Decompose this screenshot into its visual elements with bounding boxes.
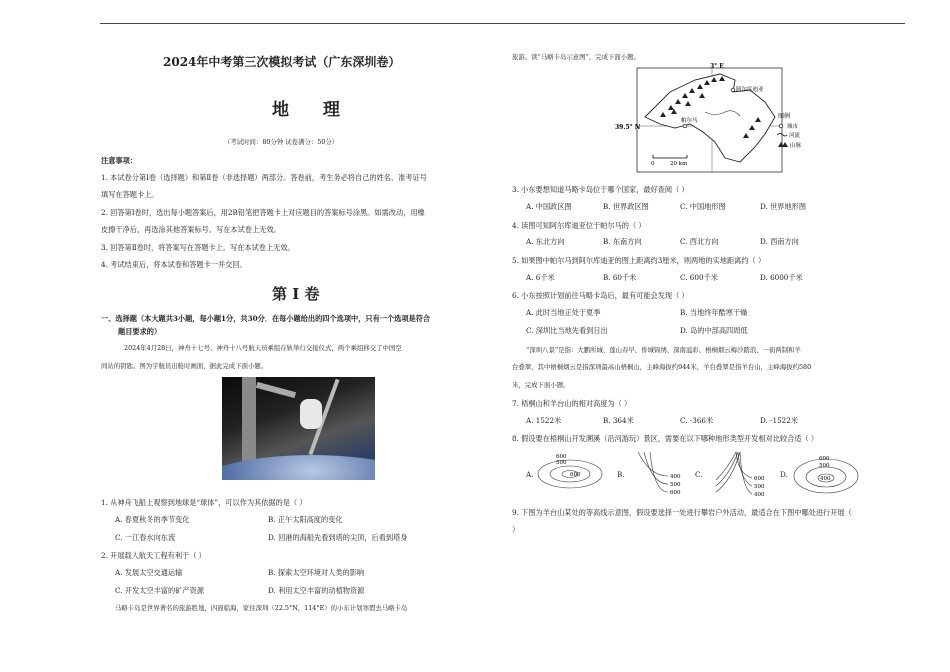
- svg-text:500: 500: [819, 463, 830, 469]
- option[interactable]: C. 深圳比当地先看到日出: [526, 326, 608, 335]
- option[interactable]: A. 春夏秋冬的季节变化: [115, 515, 190, 524]
- question-3: 3. 小东要想知道马略卡岛位于哪个国家，最好查阅（ ）: [512, 185, 689, 194]
- option[interactable]: D. 世界地形图: [760, 202, 807, 211]
- legend-title: 图例: [778, 113, 791, 120]
- top-rule: [100, 23, 905, 24]
- map-city-alcudia: 阿尔库迪亚: [736, 87, 764, 93]
- q8-contour-d: [792, 452, 864, 496]
- option[interactable]: D. 西南方向: [760, 237, 799, 246]
- option[interactable]: A. 1522米: [526, 416, 562, 425]
- svg-text:600: 600: [819, 456, 830, 462]
- map-city-palma: 帕尔马: [681, 118, 698, 124]
- q8-contour-a: [536, 450, 608, 498]
- section-heading: 一、选择题（本大题共3小题，每小题1分，共30分．在每小题给出的四个选项中，只有一个选项是符合: [101, 314, 431, 323]
- option[interactable]: B. 探索太空环境对人类的影响: [268, 568, 365, 577]
- section-heading: 题目要求的）: [118, 327, 162, 336]
- q8-contour-c: [708, 450, 772, 496]
- option[interactable]: A. 东北方向: [526, 237, 565, 246]
- option[interactable]: C. 中国地形图: [680, 202, 726, 211]
- option[interactable]: A. 发展太空交通运输: [115, 568, 183, 577]
- question-4: 4. 读图可知阿尔库迪亚位于帕尔马的（ ）: [512, 221, 646, 230]
- svg-text:500: 500: [556, 460, 567, 466]
- exam-title: 2024年中考第三次模拟考试（广东深圳卷）: [163, 55, 401, 69]
- q8-option-d[interactable]: D.: [780, 470, 788, 479]
- subject-title: 地 理: [272, 100, 354, 120]
- question-1: 1. 从神舟飞船上观察到地球是“球体”，可以作为其依据的是（ ）: [101, 498, 307, 507]
- notes-heading: 注意事项：: [101, 156, 137, 165]
- intro-text: 2024年4月28日，神舟十七号、神舟十八号航天员乘组在轨举行交接仪式，两个乘组移交了中国空: [124, 344, 402, 352]
- question-8: 8. 假设要在梧桐山开发溯溪（沿河游玩）景区，需要在以下哪种地形类型开发相对比较合适（ ）: [512, 434, 819, 443]
- option[interactable]: B. 正午太阳高度的变化: [268, 515, 343, 524]
- option[interactable]: B. 东南方向: [603, 237, 642, 246]
- option[interactable]: D. -1522米: [760, 416, 798, 425]
- q8-option-a[interactable]: A.: [526, 470, 534, 479]
- note-line: 1. 本试卷分第Ⅰ卷（选择题）和第Ⅱ卷（非选择题）两部分。答卷前，考生务必将自己的姓名、准考证号: [101, 173, 427, 182]
- q8-option-c[interactable]: C.: [695, 470, 703, 479]
- svg-text:600: 600: [754, 476, 765, 482]
- q8-contour-b: [628, 450, 688, 496]
- option[interactable]: D. 岛的中部高四周低: [680, 326, 748, 335]
- option[interactable]: C. 西北方向: [680, 237, 719, 246]
- exam-info: （考试时间：80分钟 试卷满分：50分）: [224, 138, 339, 146]
- map-scale-km: 20 km: [670, 161, 688, 167]
- option[interactable]: C. 600千米: [680, 273, 718, 282]
- map-lon-label: 3° E: [710, 63, 724, 70]
- question-7: 7. 梧桐山和羊台山的相对高度为（ ）: [512, 399, 632, 408]
- question-2: 2. 开展载人航天工程有利于（ ）: [101, 551, 206, 560]
- option[interactable]: C. 一江春水向东流: [115, 533, 176, 542]
- svg-text:500: 500: [754, 484, 765, 490]
- option[interactable]: A. 此时当地正处于夏季: [526, 308, 601, 317]
- mallorca-map: [615, 62, 815, 174]
- mallorca-intro-cont: 旅游。读“马略卡岛示意图”，完成下面小题。: [512, 53, 640, 61]
- question-9-cont: ）: [512, 525, 520, 534]
- svg-text:400: 400: [670, 474, 681, 480]
- note-line: 填写在答题卡上。: [101, 190, 159, 199]
- section-title: 第 Ⅰ 卷: [272, 285, 320, 303]
- note-line: 4. 考试结束后，将本试卷和答题卡一并交回。: [101, 260, 247, 269]
- legend-mountain-icon: [778, 142, 788, 147]
- option[interactable]: A. 中国政区图: [526, 202, 572, 211]
- mallorca-intro: 马略卡岛是世界著名的旅游胜地，四面临海，家住深圳（22.5°N，114°E）的小东计划寒假去马略卡岛: [115, 604, 408, 612]
- map-lat-label: 39.5° N: [615, 124, 641, 131]
- question-5: 5. 如果图中帕尔马到阿尔库迪亚的图上距离约3厘米，则两地的实地距离约（ ）: [512, 256, 766, 265]
- legend-city-icon: [779, 124, 783, 128]
- map-scale-zero: 0: [651, 161, 655, 167]
- option[interactable]: C. -366米: [680, 416, 714, 425]
- option[interactable]: B. 当地终年酷寒干燥: [680, 308, 748, 317]
- svg-text:600: 600: [570, 472, 581, 478]
- svg-text:500: 500: [670, 482, 681, 488]
- option[interactable]: D. 回港的海船先看到塔的尖顶，后看到塔身: [268, 533, 408, 542]
- option[interactable]: B. 364米: [603, 416, 634, 425]
- note-line: 2. 回答第Ⅰ卷时，选出每小题答案后，用2B铅笔把答题卡上对应题目的答案标号涂黑。如需改动，用橡: [101, 208, 425, 217]
- question-6: 6. 小东按照计划前往马略卡岛后，最有可能会发现（ ）: [512, 291, 689, 300]
- shenzhen-intro: 台叠翠，其中梧桐烟云是指深圳最高山梧桐山，主峰海拔约944米，羊台叠翠是指羊台山，主峰海拔约580: [512, 363, 812, 371]
- option[interactable]: B. 世界政区图: [603, 202, 649, 211]
- option[interactable]: C. 开发太空丰富的矿产资源: [115, 586, 204, 595]
- svg-text:600: 600: [670, 490, 681, 496]
- legend-river: 河流: [789, 133, 801, 139]
- svg-text:600: 600: [556, 454, 567, 460]
- option[interactable]: A. 6千米: [526, 273, 555, 282]
- svg-text:400: 400: [820, 476, 831, 482]
- svg-text:400: 400: [754, 492, 765, 496]
- note-line: 3. 回答第Ⅱ卷时，将答案写在答题卡上。写在本试卷上无效。: [101, 243, 295, 252]
- option[interactable]: D. 利用太空丰富的动植物资源: [268, 586, 365, 595]
- q8-option-b[interactable]: B.: [617, 470, 625, 479]
- shenzhen-intro: “深圳八景”是指：大鹏所城、莲山春早、侨城锦绣、深南溢彩、梧桐烟云梅沙踏浪、一街两制和羊: [526, 346, 801, 354]
- option[interactable]: D. 6000千米: [760, 273, 803, 282]
- astronaut-photo: [222, 377, 375, 480]
- intro-text: 间站的钥匙。图为宇航员出舱时画面，据此完成下面小题。: [101, 362, 268, 370]
- shenzhen-intro: 米，完成下面小题。: [512, 381, 570, 389]
- note-line: 皮擦干净后，再选涂其他答案标号。写在本试卷上无效。: [101, 225, 281, 234]
- question-9: 9. 下图为羊台山某处的等高线示意图，假设要选择一处进行攀岩户外活动，最适合在下图中哪处进行开展（: [512, 508, 852, 517]
- legend-mountain: 山脉: [790, 143, 802, 149]
- legend-city: 城市: [787, 124, 799, 130]
- option[interactable]: B. 60千米: [603, 273, 637, 282]
